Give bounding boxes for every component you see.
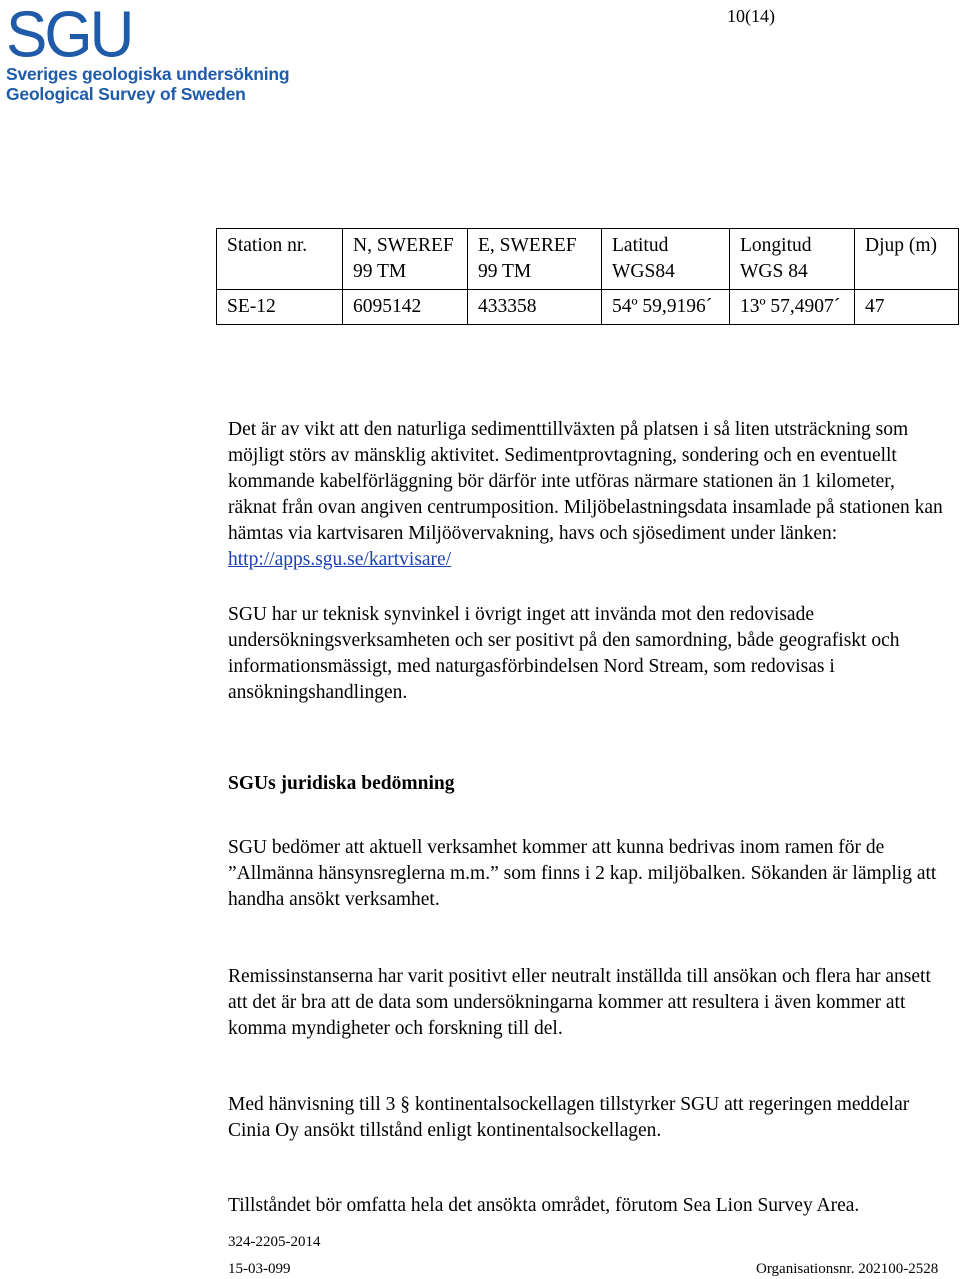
cell-north: 6095142 (343, 290, 468, 325)
paragraph-legal-assessment: SGU bedömer att aktuell verksamhet kommer att kunna bedrivas inom ramen för de ”Allmänna hänsynsreglerna m.m.” som finns i 2 kap. miljöbalken. Sökanden är lämplig att handha ansökt verksamhet. (228, 837, 937, 910)
footer-org-number: Organisationsnr. 202100-2528 (756, 1261, 939, 1277)
logo-mark: SGU (6, 0, 132, 72)
cell-latitude: 54º 59,9196´ (602, 290, 730, 325)
page-number: 10(14) (727, 6, 775, 26)
table-row (217, 290, 959, 325)
header-station: Station nr. (217, 229, 343, 290)
table-header-row (217, 229, 959, 290)
cell-longitude: 13º 57,4907´ (730, 290, 855, 325)
kartvisare-link[interactable]: http://apps.sgu.se/kartvisare/ (228, 549, 452, 570)
sgu-logo (6, 0, 290, 104)
cell-station: SE-12 (217, 290, 343, 325)
paragraph-technical: SGU har ur teknisk synvinkel i övrigt inget att invända mot den redovisade undersökningsverksamheten och ser positivt på den samordning, både geografiskt och informationsmässigt, med naturgasförbindelsen Nord Stream, som redovisas i ansökningshandlingen. (228, 604, 900, 703)
header-east: E, SWEREF 99 TM (468, 229, 602, 290)
paragraph-recommendation: Med hänvisning till 3 § kontinentalsockellagen tillstyrker SGU att regeringen meddelar Cinia Oy ansökt tillstånd enligt kontinentalsockellagen. (228, 1094, 910, 1141)
paragraph-scope: Tillståndet bör omfatta hela det ansökta området, förutom Sea Lion Survey Area. (228, 1195, 860, 1216)
paragraph-sediment-text: Det är av vikt att den naturliga sedimenttillväxten på platsen i så liten utsträckning som möjligt störs av mänsklig aktivitet. Sedimentprovtagning, sondering och en eventuellt kommande kabelförläggning bör därför inte utföras närmare stationen än 1 kilometer, räknat från ovan angiven centrumposition. Miljöbelastningsdata insamlade på stationen kan hämtas via kartvisaren Miljöövervakning, havs och sjösediment under länken: (228, 419, 943, 544)
logo-line-swedish: Sveriges geologiska undersökning (6, 64, 290, 84)
header-latitude: Latitud WGS84 (602, 229, 730, 290)
station-table (216, 228, 959, 325)
section-heading: SGUs juridiska bedömning (228, 773, 455, 794)
footer-reference: 324-2205-2014 (228, 1234, 321, 1250)
paragraph-sediment (228, 417, 948, 573)
header-longitude: Longitud WGS 84 (730, 229, 855, 290)
paragraph-referral: Remissinstanserna har varit positivt eller neutralt inställda till ansökan och flera har ansett att det är bra att de data som undersökningarna kommer att resultera i även kommer att komma myndigheter och forskning till del. (228, 966, 931, 1039)
cell-east: 433358 (468, 290, 602, 325)
footer-date: 15-03-099 (228, 1261, 291, 1277)
header-depth: Djup (m) (855, 229, 959, 290)
logo-line-english: Geological Survey of Sweden (6, 84, 246, 104)
cell-depth: 47 (855, 290, 959, 325)
header-north: N, SWEREF 99 TM (343, 229, 468, 290)
